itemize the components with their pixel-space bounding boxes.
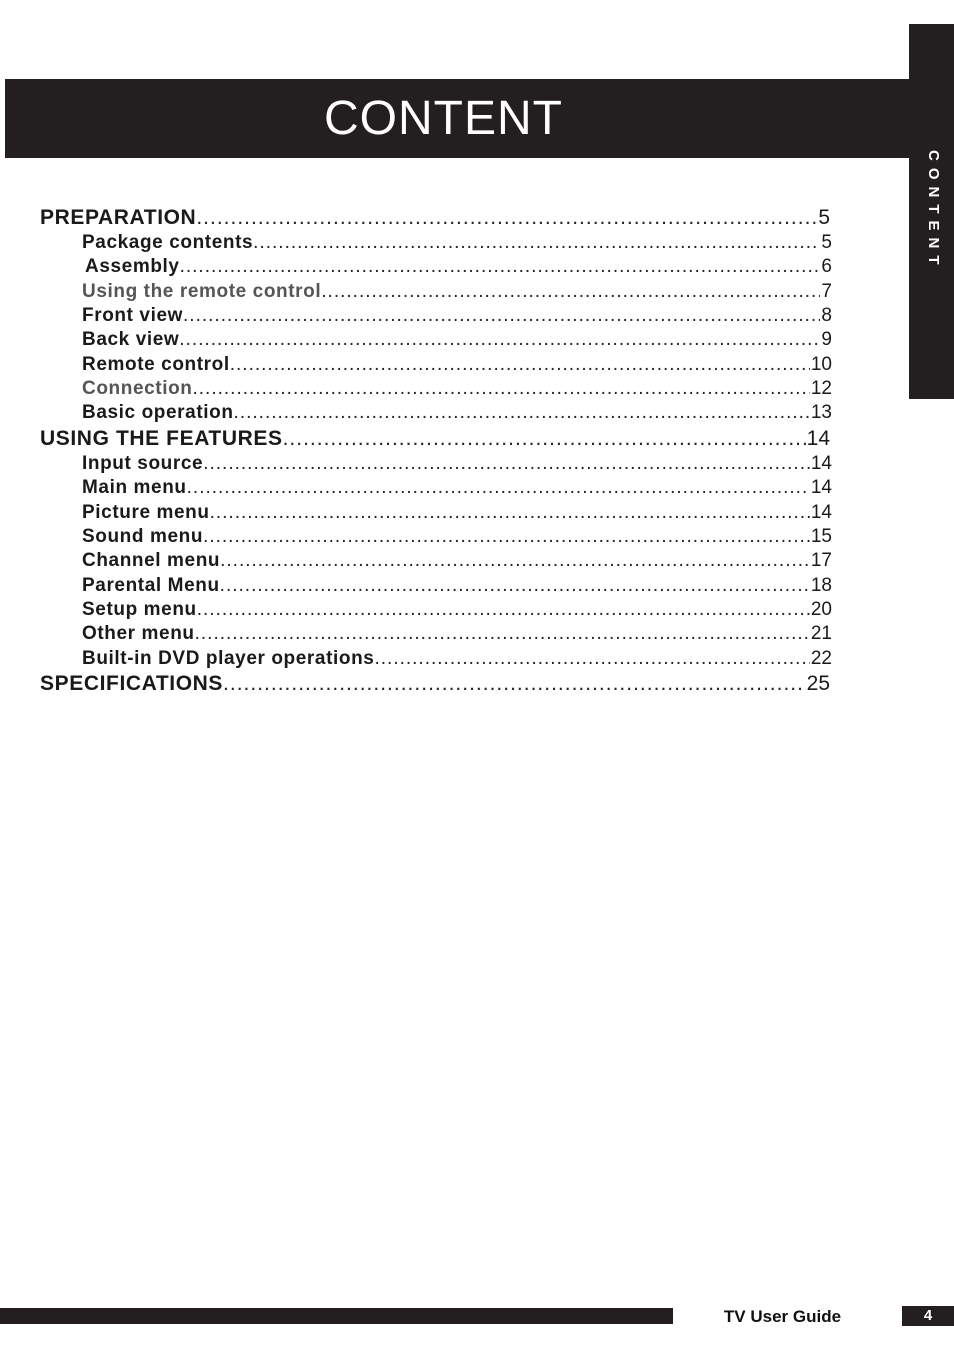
toc-entry-title: Remote control: [82, 354, 230, 375]
toc-entry-page: 5: [818, 206, 830, 229]
toc-dot-leader: [223, 671, 806, 697]
toc-entry-page: 15: [810, 526, 832, 547]
footer-guide-label: TV User Guide: [723, 1307, 842, 1326]
toc-dot-leader: [220, 574, 810, 598]
toc-dot-leader: [203, 452, 810, 476]
toc-entry-remote-control[interactable]: [82, 353, 832, 377]
toc-entry-title: Input source: [82, 453, 204, 474]
toc-entry-using-the-features[interactable]: [40, 426, 830, 452]
toc-entry-title: Back view: [82, 329, 180, 350]
toc-entry-page: 20: [810, 599, 832, 620]
toc-entry-title: Package contents: [82, 232, 254, 253]
toc-dot-leader: [253, 231, 820, 255]
toc-entry-page: 14: [806, 427, 830, 450]
toc-entry-package-contents[interactable]: [82, 231, 832, 255]
toc-entry-page: 12: [810, 378, 832, 399]
toc-entry-preparation[interactable]: [40, 205, 830, 231]
toc-dot-leader: [321, 280, 820, 304]
toc-dot-leader: [193, 377, 810, 401]
footer-page-number: 4: [902, 1306, 954, 1326]
toc-entry-input-source[interactable]: [82, 452, 832, 476]
toc-entry-page: 18: [810, 575, 832, 596]
toc-entry-page: 8: [821, 305, 832, 326]
toc-entry-sound-menu[interactable]: [82, 525, 832, 549]
toc-dot-leader: [197, 598, 810, 622]
toc-entry-page: 10: [810, 354, 832, 375]
side-tab-label: CONTENT: [925, 150, 942, 272]
toc-dot-leader: [210, 501, 810, 525]
toc-entry-title: Picture menu: [82, 502, 210, 523]
toc-entry-page: 13: [810, 402, 832, 423]
toc-entry-title: USING THE FEATURES: [40, 427, 283, 450]
toc-entry-front-view[interactable]: [82, 304, 832, 328]
toc-entry-title: Sound menu: [82, 526, 204, 547]
toc-entry-built-in-dvd-player-operations[interactable]: [82, 647, 832, 671]
toc-dot-leader: [234, 401, 810, 425]
toc-entry-page: 14: [810, 477, 832, 498]
toc-entry-setup-menu[interactable]: [82, 598, 832, 622]
toc-dot-leader: [183, 304, 820, 328]
toc-entry-title: SPECIFICATIONS: [40, 672, 224, 695]
toc-entry-page: 14: [810, 502, 832, 523]
toc-entry-page: 21: [810, 623, 832, 644]
toc-entry-page: 6: [821, 256, 832, 277]
toc-entry-title: Other menu: [82, 623, 195, 644]
toc-entry-back-view[interactable]: [82, 328, 832, 352]
toc-entry-title: Assembly: [85, 256, 180, 277]
toc-dot-leader: [220, 549, 810, 573]
toc-entry-connection[interactable]: [82, 377, 832, 401]
toc-entry-title: Basic operation: [82, 402, 234, 423]
toc-entry-title: Built-in DVD player operations: [82, 648, 375, 669]
toc-entry-page: 7: [821, 281, 832, 302]
toc-entry-specifications[interactable]: [40, 671, 830, 697]
toc-entry-parental-menu[interactable]: [82, 574, 832, 598]
toc-entry-page: 14: [810, 453, 832, 474]
toc-entry-title: Setup menu: [82, 599, 197, 620]
page-title: CONTENT: [324, 92, 563, 145]
toc-entry-page: 5: [821, 232, 832, 253]
toc-entry-basic-operation[interactable]: [82, 401, 832, 425]
toc-entry-title: Main menu: [82, 477, 187, 498]
toc-entry-using-the-remote-control[interactable]: [82, 280, 832, 304]
footer-bar: [0, 1308, 673, 1324]
toc-entry-other-menu[interactable]: [82, 622, 832, 646]
toc-dot-leader: [196, 205, 817, 231]
toc-dot-leader: [374, 647, 809, 671]
toc-entry-page: 9: [821, 329, 832, 350]
toc-entry-page: 25: [806, 672, 830, 695]
toc-entry-channel-menu[interactable]: [82, 549, 832, 573]
toc-dot-leader: [180, 255, 821, 279]
toc-entry-main-menu[interactable]: [82, 476, 832, 500]
toc-dot-leader: [230, 353, 810, 377]
toc-entry-title: Front view: [82, 305, 184, 326]
toc-entry-title: Parental Menu: [82, 575, 220, 596]
toc-entry-title: Channel menu: [82, 550, 221, 571]
toc-entry-picture-menu[interactable]: [82, 501, 832, 525]
toc-dot-leader: [187, 476, 810, 500]
toc-entry-title: Connection: [82, 378, 193, 399]
toc-entry-title: Using the remote control: [82, 281, 322, 302]
toc-dot-leader: [283, 426, 806, 452]
toc-entry-assembly[interactable]: [85, 255, 832, 279]
toc-dot-leader: [203, 525, 810, 549]
toc-entry-page: 22: [810, 648, 832, 669]
toc-dot-leader: [179, 328, 820, 352]
toc-dot-leader: [195, 622, 810, 646]
toc-entry-title: PREPARATION: [40, 206, 197, 229]
toc-entry-page: 17: [810, 550, 832, 571]
